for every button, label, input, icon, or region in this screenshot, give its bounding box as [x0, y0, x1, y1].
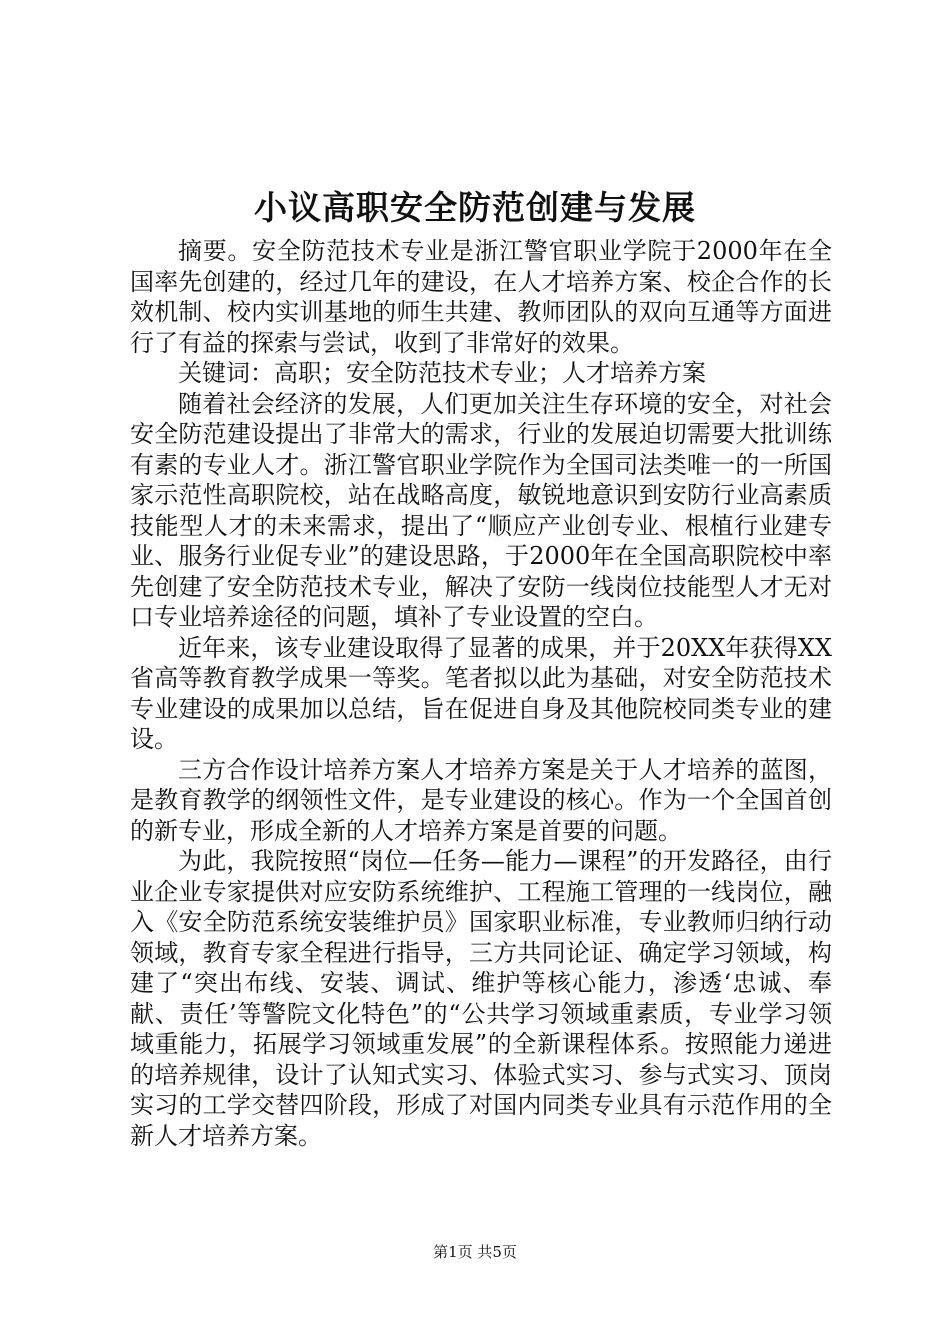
keywords-paragraph: 关键词：高职；安全防范技术专业；人才培养方案	[178, 359, 706, 387]
document-title: 小议高职安全防范创建与发展	[254, 188, 696, 227]
page-footer: 第1页 共5页	[433, 1243, 517, 1261]
body-paragraph-3: 三方合作设计培养方案人才培养方案是关于人才培养的蓝图，是教育教学的纲领性文件，是专业建设的核心。作为一个全国首创的新专业，形成全新的人才培养方案是首要的问题。	[130, 755, 832, 845]
abstract-paragraph: 摘要。安全防范技术专业是浙江警官职业学院于2000年在全国率先创建的，经过几年的建设，在人才培养方案、校企合作的长效机制、校内实训基地的师生共建、教师团队的双向互通等方面进行了有益的探索与尝试，收到了非常好的效果。	[130, 237, 832, 357]
body-paragraph-1: 随着社会经济的发展，人们更加关注生存环境的安全，对社会安全防范建设提出了非常大的需求，行业的发展迫切需要大批训练有素的专业人才。浙江警官职业学院作为全国司法类唯一的一所国家示范性高职院校，站在战略高度，敏锐地意识到安防行业高素质技能型人才的未来需求，提出了“顺应产业创专业、根植行业建专业、服务行业促专业”的建设思路，于2000年在全国高职院校中率先创建了安全防范技术专业，解决了安防一线岗位技能型人才无对口专业培养途径的问题，填补了专业设置的空白。	[130, 389, 832, 631]
body-paragraph-2: 近年来，该专业建设取得了显著的成果，并于20XX年获得XX省高等教育教学成果一等奖。笔者拟以此为基础，对安全防范技术专业建设的成果加以总结，旨在促进自身及其他院校同类专业的建设。	[130, 633, 832, 753]
body-paragraph-4: 为此，我院按照“岗位—任务—能力—课程”的开发路径，由行业企业专家提供对应安防系统维护、工程施工管理的一线岗位，融入《安全防范系统安装维护员》国家职业标准，专业教师归纳行动领域，教育专家全程进行指导，三方共同论证、确定学习领域，构建了“突出布线、安装、调试、维护等核心能力，渗透‘忠诚、奉献、责任’等警院文化特色”的“公共学习领域重素质，专业学习领域重能力，拓展学习领域重发展”的全新课程体系。按照能力递进的培养规律，设计了认知式实习、体验式实习、参与式实习、顶岗实习的工学交替四阶段，形成了对国内同类专业具有示范作用的全新人才培养方案。	[130, 847, 832, 1150]
document-body	[130, 236, 832, 1151]
